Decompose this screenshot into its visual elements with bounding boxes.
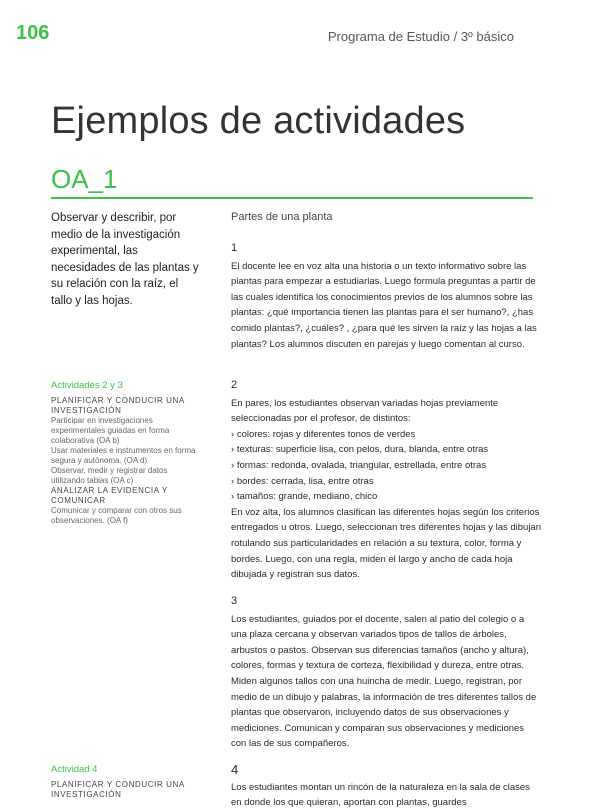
- list-item: › bordes: cerrada, lisa, entre otras: [231, 474, 541, 490]
- skill-label: PLANIFICAR Y CONDUCIR UNA INVESTIGACIÓN: [51, 396, 185, 415]
- activity-number: 3: [231, 595, 238, 607]
- activity-number: 2: [231, 379, 238, 391]
- page-title: Ejemplos de actividades: [51, 100, 466, 142]
- section-divider: [51, 197, 533, 199]
- activity-text: En voz alta, los alumnos clasifican las diferentes hojas según los criterios entregados u otros. Luego, seleccionan tres diferentes hojas y las dibujan rotulando sus particularidades en relación a su textura, color, forma y bordes. Luego, con una regla, miden el largo y ancho de cada hoja dibujada y registran sus datos.: [231, 506, 542, 581]
- activity-1: [231, 241, 541, 352]
- sidebar-heading: Actividades 2 y 3: [51, 380, 123, 391]
- list-item: › formas: redonda, ovalada, triangular, estrellada, entre otras: [231, 458, 541, 474]
- activity-2: [231, 378, 541, 583]
- skill-item: Comunicar y comparar con otros sus observaciones. (OA f): [51, 506, 182, 525]
- activity-4: [231, 762, 541, 811]
- activity-number: 1: [231, 242, 238, 254]
- list-item: › texturas: superficie lisa, con pelos, dura, blanda, entre otras: [231, 442, 541, 458]
- activity-3: [231, 594, 541, 752]
- skill-label: ANALIZAR LA EVIDENCIA Y COMUNICAR: [51, 486, 168, 505]
- sidebar-block-activity-4: [51, 764, 201, 800]
- list-item: › tamaños: grande, mediano, chico: [231, 489, 541, 505]
- skill-item: Observar, medir y registrar datos utilizando tablas (OA c): [51, 466, 168, 485]
- running-header: Programa de Estudio / 3º básico: [327, 29, 514, 44]
- skill-label: PLANIFICAR Y CONDUCIR UNA INVESTIGACIÓN: [51, 780, 185, 799]
- activity-text: Los estudiantes, guiados por el docente, salen al patio del colegio o a una plaza cercana y observan variados tipos de tallos de árboles, arbustos o pastos. Observan sus diferencias tamaños (ancho y altura), colores, formas y textura de corteza, flexibilidad y dureza, entre otras. Miden algunos tallos con una huincha de medir. Luego, registran, por medio de un dibujo y palabras, la información de tres diferentes tallos de plantas que observaron, incluyendo datos de sus observaciones y mediciones. Comunican y comparan sus observaciones y mediciones con las de sus compañeros.: [231, 613, 537, 750]
- sidebar-heading: Actividad 4: [51, 764, 98, 775]
- section-title: Partes de una planta: [231, 211, 333, 223]
- oa-code: OA_1: [51, 164, 118, 194]
- skill-item: Participar en investigaciones experimentales guiadas en forma colaborativa (OA b): [51, 416, 170, 445]
- activity-text: El docente lee en voz alta una historia o un texto informativo sobre las plantas para empezar a estudiarlas. Luego formula preguntas a partir de las cuales identifica los conocimientos previos de los alumnos sobre las plantas: ¿qué importancia tienen las plantas para el ser humano?, ¿has comido plantas?, ¿cuáles? , ¿para qué les sirven la raíz y las hojas a las plantas? Los alumnos discuten en parejas y luego comentan al curso.: [231, 260, 537, 350]
- learning-objective: Observar y describir, por medio de la investigación experimental, las necesidades de las plantas y su relación con la raíz, el tallo y las hojas.: [51, 212, 199, 307]
- activity-intro: En pares, los estudiantes observan variadas hojas previamente seleccionadas por el profesor, de distintos:: [231, 397, 499, 425]
- activity-number: 4: [231, 762, 239, 777]
- page-number: 106: [16, 22, 50, 44]
- activity-text: Los estudiantes montan un rincón de la naturaleza en la sala de clases en donde los que quieran, aportan con plantas, guardes: [231, 781, 530, 809]
- list-item: › colores: rojas y diferentes tonos de verdes: [231, 427, 541, 443]
- sidebar-block-activities-2-3: [51, 380, 201, 526]
- section-title-block: [231, 210, 541, 226]
- skill-item: Usar materiales e instrumentos en forma segura y autónoma. (OA d): [51, 446, 196, 465]
